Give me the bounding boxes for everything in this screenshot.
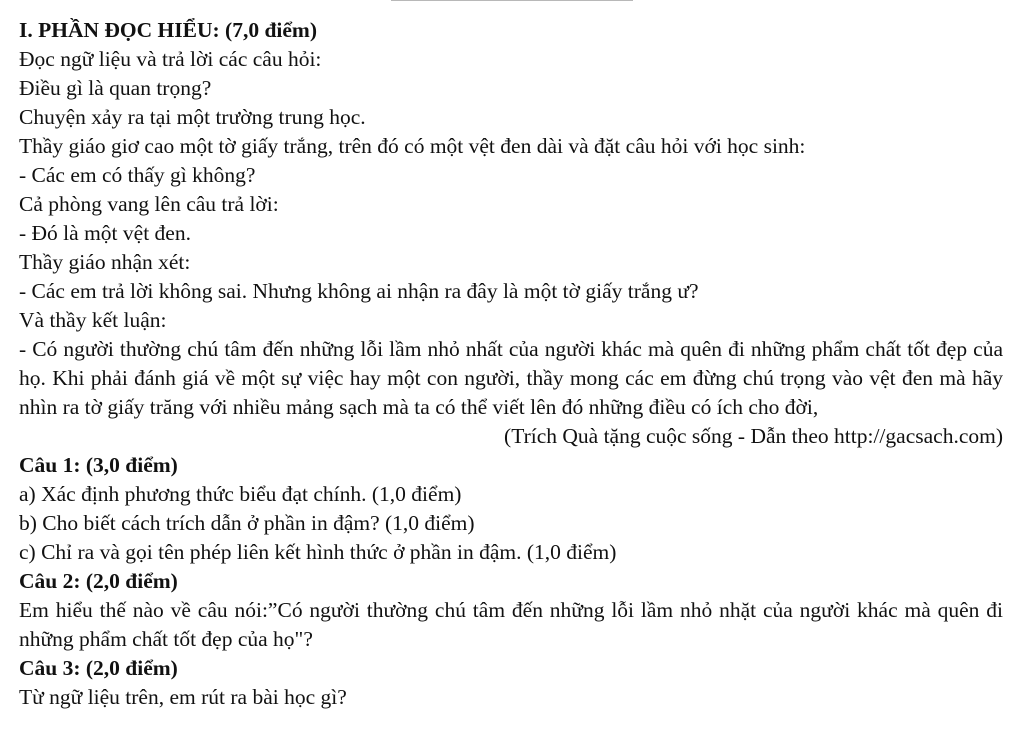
top-rule bbox=[391, 0, 633, 1]
question-2-heading: Câu 2: (2,0 điểm) bbox=[19, 569, 178, 593]
question-2-text: Em hiểu thế nào về câu nói:”Có người thường chú tâm đến những lỗi lầm nhỏ nhặt của người khác mà quên đi những phẩm chất tốt đẹp của họ"? bbox=[19, 598, 1003, 651]
question-1b: b) Cho biết cách trích dẫn ở phần in đậm? (1,0 điểm) bbox=[19, 511, 475, 535]
passage-title: Điều gì là quan trọng? bbox=[19, 76, 212, 100]
question-1c: c) Chỉ ra và gọi tên phép liên kết hình thức ở phần in đậm. (1,0 điểm) bbox=[19, 540, 617, 564]
exam-document bbox=[19, 16, 1005, 712]
passage-line: Thầy giáo giơ cao một tờ giấy trắng, trên đó có một vệt đen dài và đặt câu hỏi với học sinh: bbox=[19, 134, 806, 158]
question-3-heading: Câu 3: (2,0 điểm) bbox=[19, 656, 178, 680]
question-3-text: Từ ngữ liệu trên, em rút ra bài học gì? bbox=[19, 685, 347, 709]
question-1a: a) Xác định phương thức biểu đạt chính. (1,0 điểm) bbox=[19, 482, 462, 506]
question-1-heading: Câu 1: (3,0 điểm) bbox=[19, 453, 178, 477]
passage-line: - Đó là một vệt đen. bbox=[19, 221, 191, 245]
passage-line: Thầy giáo nhận xét: bbox=[19, 250, 191, 274]
instruction: Đọc ngữ liệu và trả lời các câu hỏi: bbox=[19, 47, 322, 71]
passage-line: Và thầy kết luận: bbox=[19, 308, 167, 332]
passage-line: Cả phòng vang lên câu trả lời: bbox=[19, 192, 279, 216]
passage-line: Chuyện xảy ra tại một trường trung học. bbox=[19, 105, 366, 129]
section-heading: I. PHẦN ĐỌC HIỂU: (7,0 điểm) bbox=[19, 18, 317, 42]
passage-conclusion: - Có người thường chú tâm đến những lỗi lầm nhỏ nhất của người khác mà quên đi những phẩm chất tốt đẹp của họ. Khi phải đánh giá về một sự việc hay một con người, thầy mong các em đừng chú trọng vào vệt đen mà hãy nhìn ra tờ giấy trăng với nhiều mảng sạch mà ta có thể viết lên đó những điều có ích cho đời, bbox=[19, 337, 1003, 419]
passage-line: - Các em trả lời không sai. Nhưng không ai nhận ra đây là một tờ giấy trắng ư? bbox=[19, 279, 699, 303]
passage-line: - Các em có thấy gì không? bbox=[19, 163, 256, 187]
passage-source: (Trích Quà tặng cuộc sống - Dẫn theo http://gacsach.com) bbox=[504, 424, 1003, 448]
